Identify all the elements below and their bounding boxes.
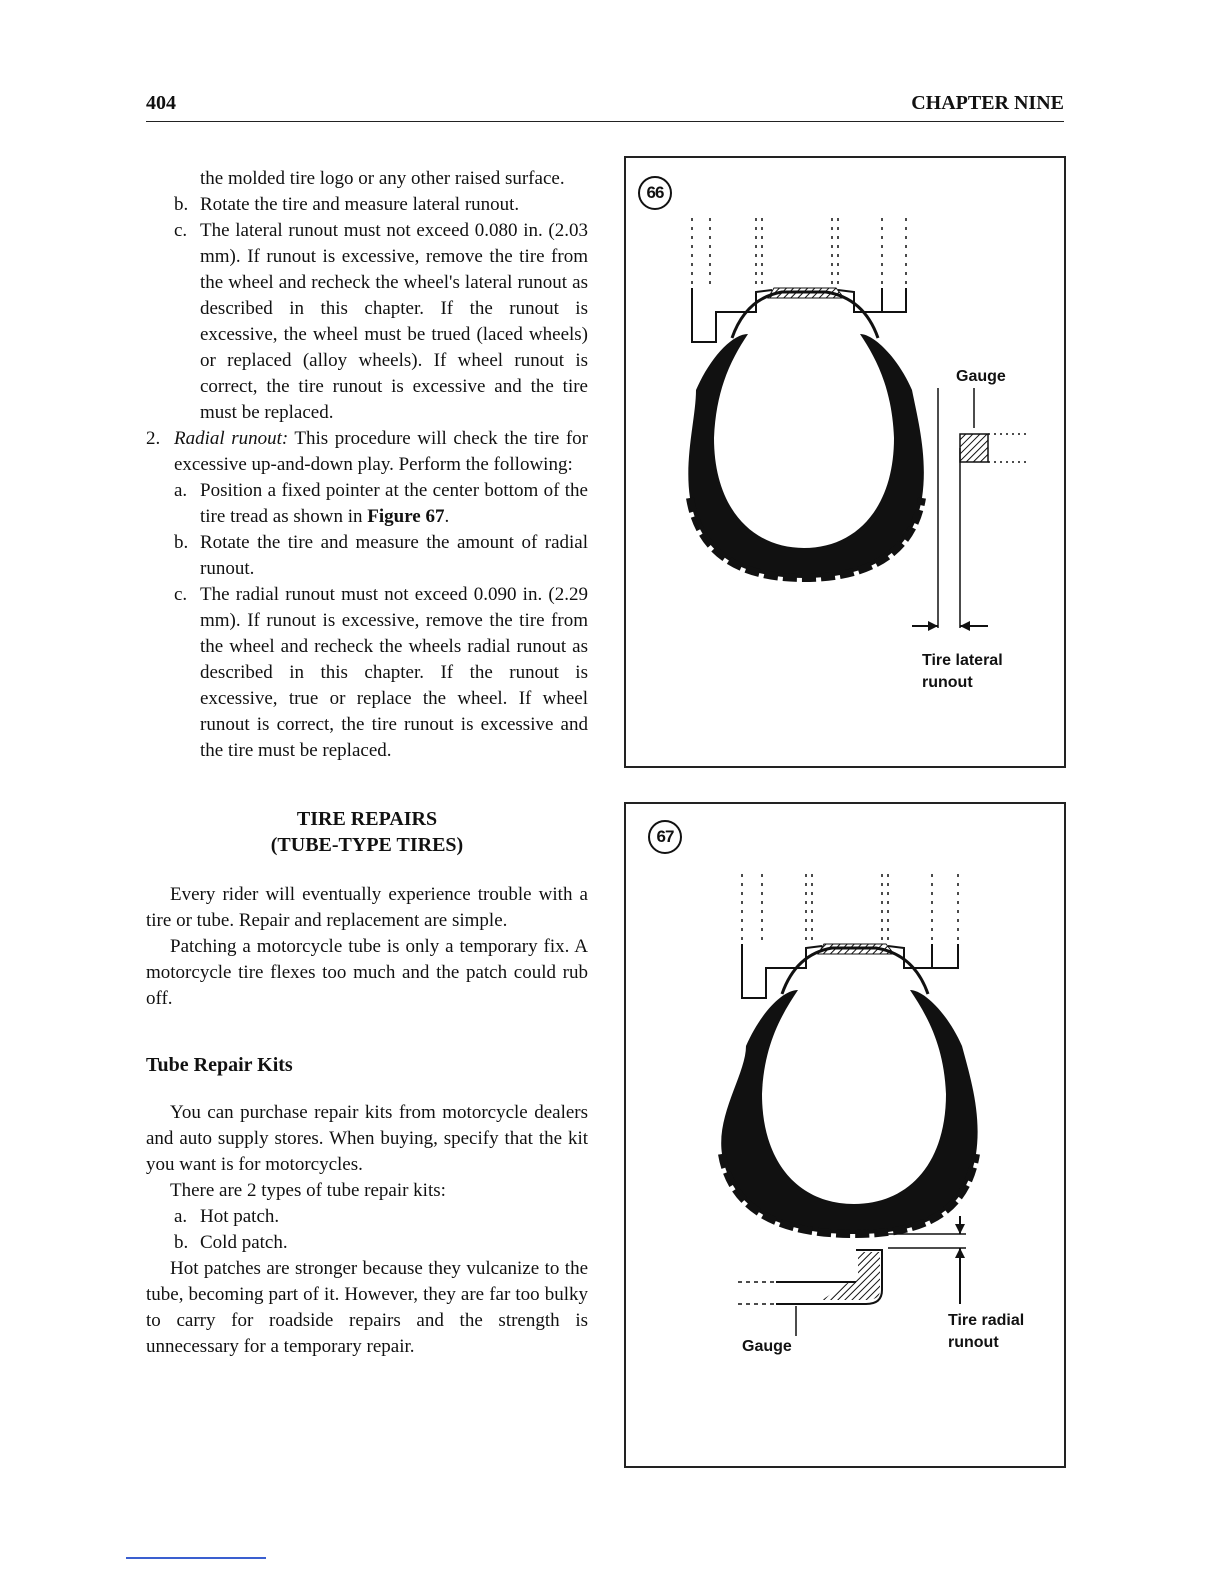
section-subtitle: (TUBE-TYPE TIRES) [270, 834, 464, 856]
tire-radial-diagram [626, 804, 1064, 1466]
continued-text: the molded tire logo or any other raised surface. [200, 168, 565, 189]
figure-number-badge: 66 [638, 176, 672, 210]
text-column [146, 166, 588, 1360]
footer-rule [126, 1557, 266, 1559]
caption-line-1: Tire lateral [922, 652, 1003, 669]
paragraph: Every rider will eventually experience trouble with a tire or tube. Repair and replacement are simple. [146, 884, 588, 931]
section-title: TIRE REPAIRS [296, 808, 438, 830]
tire-lateral-diagram [626, 158, 1064, 766]
paragraph: Hot patches are stronger because they vulcanize to the tube, becoming part of it. However, they are far too bulky to carry for roadside repairs and the strength is unnecessary for a temporary repair. [146, 1258, 588, 1357]
step-2a: a. Position a fixed pointer at the center bottom of the tire tread as shown in Figure 67. [174, 480, 588, 527]
subsection-title: Tube Repair Kits [146, 1054, 293, 1076]
paragraph: You can purchase repair kits from motorcycle dealers and auto supply stores. When buying, specify that the kit you want is for motorcycles. [146, 1102, 588, 1175]
figure-number-badge: 67 [648, 820, 682, 854]
page-number: 404 [146, 92, 176, 114]
figure-66 [624, 156, 1066, 768]
caption-line-2: runout [948, 1334, 999, 1351]
chapter-title: CHAPTER NINE [911, 92, 1064, 114]
figure-67 [624, 802, 1066, 1468]
page-header [146, 92, 1064, 122]
step-1c: c. The lateral runout must not exceed 0.080 in. (2.03 mm). If runout is excessive, remove the tire from the wheel and recheck the wheel's lateral runout as described in this chapter. If the runout is excessive, the wheel must be trued (laced wheels) or replaced (alloy wheels). If wheel runout is correct, the tire runout is excessive and the tire must be replaced. [174, 220, 588, 423]
gauge-label: Gauge [956, 368, 1006, 385]
caption-line-1: Tire radial [948, 1312, 1025, 1329]
kit-b: b. Cold patch. [174, 1232, 288, 1253]
caption-line-2: runout [922, 674, 973, 691]
step-1b: b. Rotate the tire and measure lateral runout. [174, 194, 520, 215]
figure-ref[interactable]: Figure 67 [367, 506, 445, 527]
step-2c: c. The radial runout must not exceed 0.090 in. (2.29 mm). If runout is excessive, remove the tire from the wheel and recheck the wheels radial runout as described in this chapter. If the runout is excessive, true or replace the wheel. If wheel runout is correct, the tire runout is excessive and the tire must be replaced. [174, 584, 588, 761]
paragraph: Patching a motorcycle tube is only a temporary fix. A motorcycle tire flexes too much and the patch could rub off. [146, 936, 588, 1009]
gauge-label: Gauge [742, 1338, 792, 1355]
header-rule [146, 121, 1064, 122]
step-2: 2. Radial runout: This procedure will check the tire for excessive up-and-down play. Perform the following: [146, 428, 588, 475]
paragraph: There are 2 types of tube repair kits: [170, 1180, 446, 1201]
step-2b: b. Rotate the tire and measure the amount of radial runout. [174, 532, 588, 579]
kit-a: a. Hot patch. [174, 1206, 280, 1227]
